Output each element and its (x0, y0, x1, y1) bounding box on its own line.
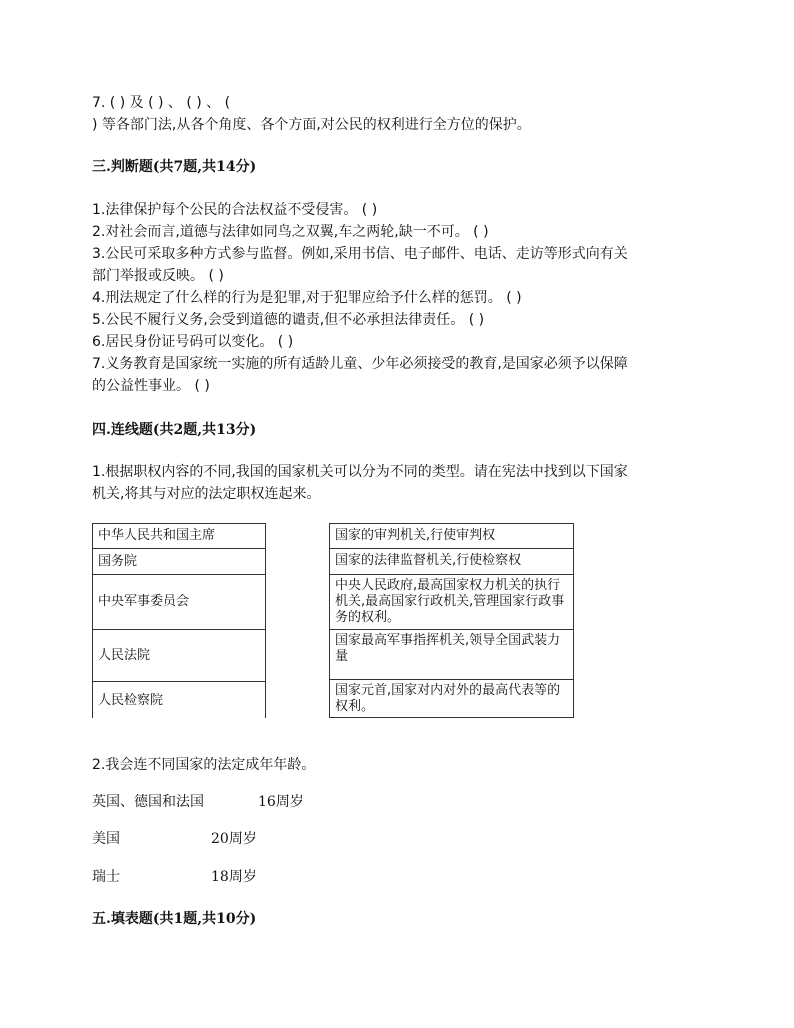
judge-item-7: 7.义务教育是国家统一实施的所有适龄儿童、少年必须接受的教育,是国家必须予以保障 (92, 356, 628, 372)
age-value-3[interactable]: 18周岁 (211, 869, 257, 885)
match-right-item[interactable]: 国家最高军事指挥机关,领导全国武装力量 (330, 630, 573, 680)
section-5-title: 五.填表题(共1题,共10分) (92, 911, 257, 927)
match-right-item[interactable]: 国家的法律监督机关,行使检察权 (330, 549, 573, 575)
section-4-title: 四.连线题(共2题,共13分) (92, 422, 257, 438)
age-value-1[interactable]: 16周岁 (258, 794, 304, 810)
judge-item-5: 5.公民不履行义务,会受到道德的谴责,但不必承担法律责任。 ( ) (92, 312, 485, 328)
age-country-3[interactable]: 瑞士 (92, 869, 120, 885)
judge-item-1: 1.法律保护每个公民的合法权益不受侵害。 ( ) (92, 202, 378, 218)
fill-question-7-line2: ) 等各部门法,从各个角度、各个方面,对公民的权利进行全方位的保护。 (92, 117, 531, 133)
match-q1-line1: 1.根据职权内容的不同,我国的国家机关可以分为不同的类型。请在宪法中找到以下国家 (92, 464, 628, 480)
age-country-2[interactable]: 美国 (92, 831, 120, 847)
judge-item-4: 4.刑法规定了什么样的行为是犯罪,对于犯罪应给予什么样的惩罚。 ( ) (92, 290, 522, 306)
judge-item-3-cont: 部门举报或反映。 ( ) (92, 268, 224, 284)
judge-item-7-cont: 的公益性事业。 ( ) (92, 378, 210, 394)
match-left-item[interactable]: 人民法院 (93, 630, 265, 682)
match-q1-line2: 机关,将其与对应的法定职权连起来。 (92, 486, 321, 502)
match-right-table (329, 523, 574, 718)
section-3-title: 三.判断题(共7题,共14分) (92, 159, 257, 175)
match-q2-title: 2.我会连不同国家的法定成年年龄。 (92, 757, 316, 773)
match-left-item[interactable]: 中华人民共和国主席 (93, 524, 265, 549)
match-left-table (92, 523, 266, 718)
judge-item-3: 3.公民可采取多种方式参与监督。例如,采用书信、电子邮件、电话、走访等形式向有关 (92, 246, 628, 262)
match-right-item[interactable]: 中央人民政府,最高国家权力机关的执行机关,最高国家行政机关,管理国家行政事务的权利。 (330, 575, 573, 630)
judge-item-2: 2.对社会而言,道德与法律如同鸟之双翼,车之两轮,缺一不可。 ( ) (92, 224, 489, 240)
age-country-1[interactable]: 英国、德国和法国 (92, 794, 204, 810)
match-right-item[interactable]: 国家元首,国家对内对外的最高代表等的权利。 (335, 683, 561, 714)
fill-question-7-line1: 7. ( ) 及 ( ) 、 ( ) 、 ( (92, 95, 231, 111)
match-right-item[interactable]: 国家的审判机关,行使审判权 (330, 524, 573, 549)
judge-item-6: 6.居民身份证号码可以变化。 ( ) (92, 334, 294, 350)
match-left-item[interactable]: 人民检察院 (98, 692, 164, 708)
match-left-item[interactable]: 国务院 (93, 549, 265, 575)
age-value-2[interactable]: 20周岁 (211, 831, 257, 847)
match-left-item[interactable]: 中央军事委员会 (93, 575, 265, 630)
